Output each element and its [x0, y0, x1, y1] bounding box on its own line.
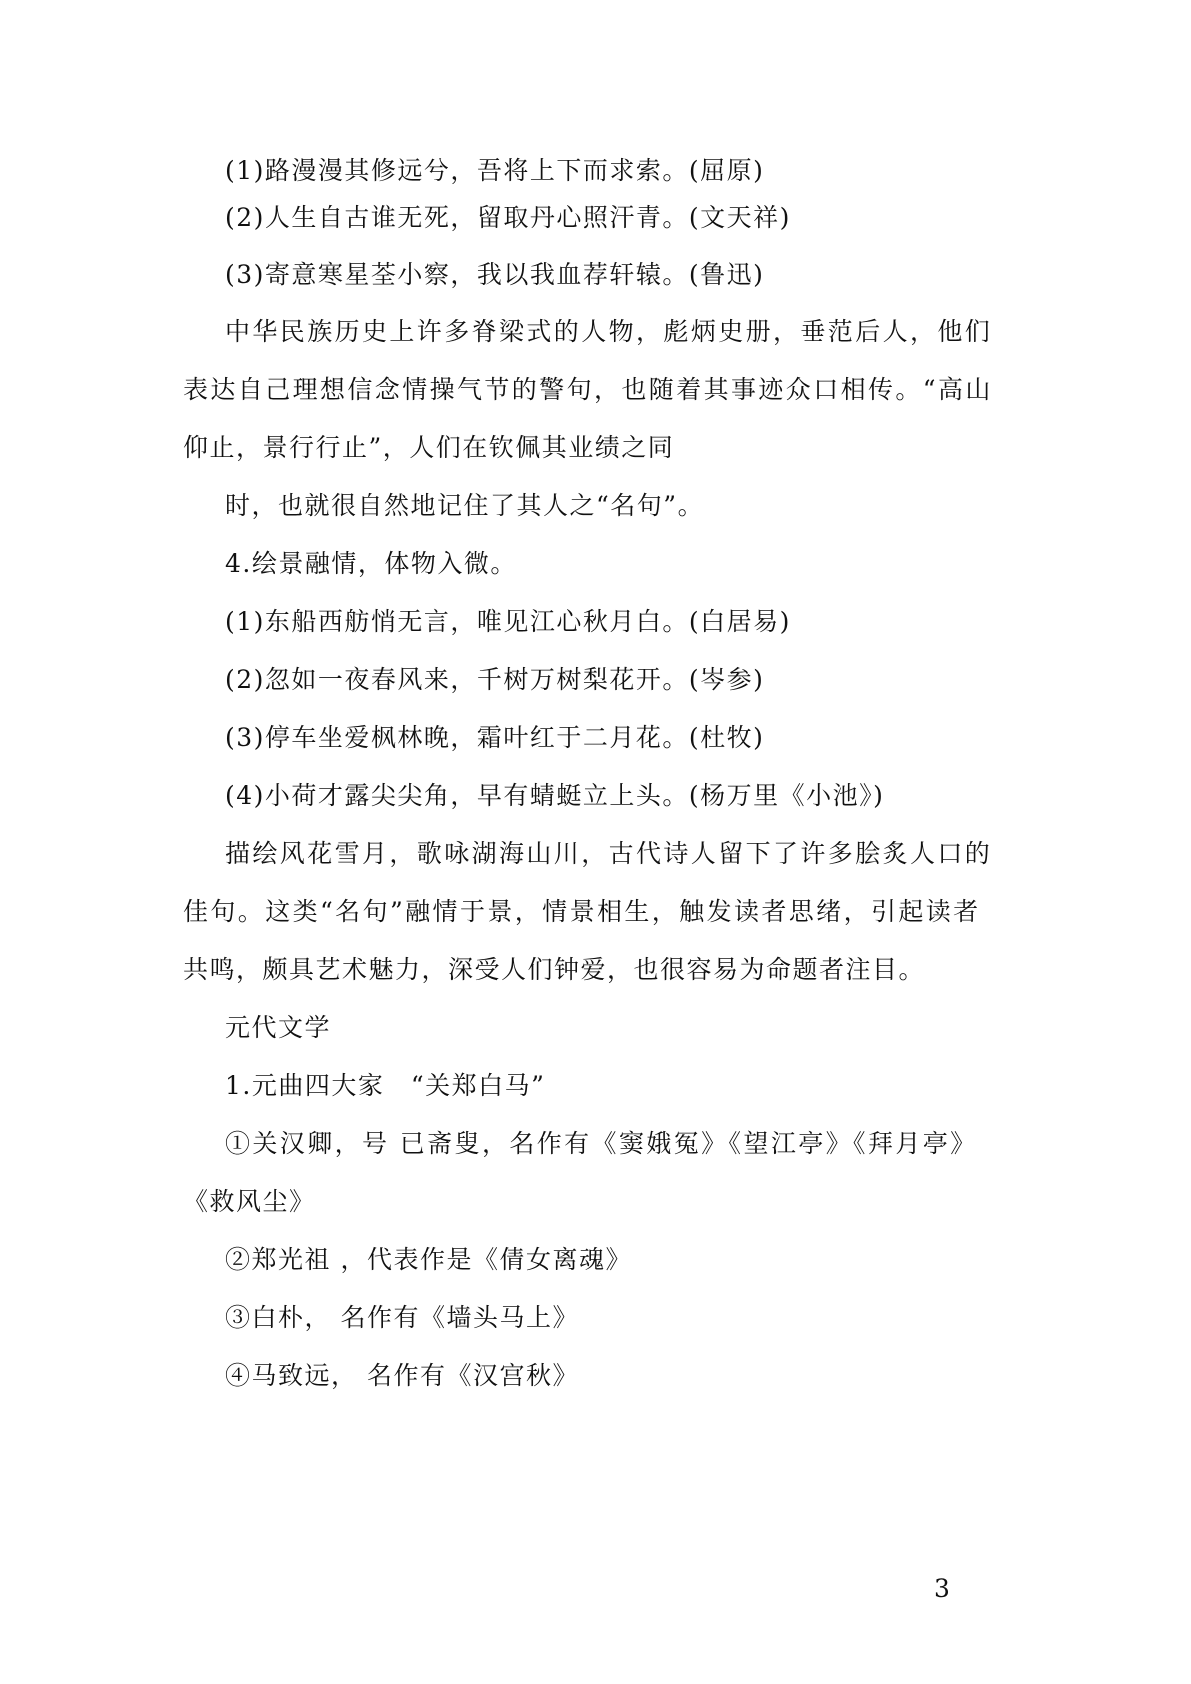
- text-line: 表达自己理想信念情操气节的警句，也随着其事迹众口相传。“高山: [183, 375, 993, 404]
- text-line: 1.元曲四大家 “关郑白马”: [225, 1071, 546, 1100]
- text-line: 仰止，景行行止”，人们在钦佩其业绩之同: [183, 433, 675, 462]
- text-line: (2)人生自古谁无死，留取丹心照汗青。(文天祥): [225, 203, 791, 232]
- page-number: 3: [934, 1574, 950, 1603]
- text-line: 中华民族历史上许多脊梁式的人物，彪炳史册，垂范后人，他们: [225, 317, 993, 346]
- text-line: 4.绘景融情，体物入微。: [225, 549, 517, 578]
- text-line: 时，也就很自然地记住了其人之“名句”。: [225, 491, 705, 520]
- text-line: (3)寄意寒星荃小察，我以我血荐轩辕。(鲁迅): [225, 260, 765, 289]
- text-line: 共鸣，颇具艺术魅力，深受人们钟爱，也很容易为命题者注目。: [183, 955, 926, 984]
- text-line: ③白朴， 名作有《墙头马上》: [225, 1303, 579, 1332]
- text-line: 描绘风花雪月，歌咏湖海山川，古代诗人留下了许多脍炙人口的: [225, 839, 993, 868]
- text-line: ②郑光祖 ，代表作是《倩女离魂》: [225, 1245, 632, 1274]
- text-line: ④马致远， 名作有《汉宫秋》: [225, 1361, 579, 1390]
- text-line: (1)路漫漫其修远兮，吾将上下而求索。(屈原): [225, 156, 765, 185]
- section-heading: 元代文学: [225, 1013, 332, 1042]
- text-line: (4)小荷才露尖尖角，早有蜻蜓立上头。(杨万里《小池》): [225, 781, 885, 810]
- text-line: (3)停车坐爱枫林晚，霜叶红于二月花。(杜牧): [225, 723, 765, 752]
- text-line: (2)忽如一夜春风来，千树万树梨花开。(岑参): [225, 665, 765, 694]
- text-line: (1)东船西舫悄无言，唯见江心秋月白。(白居易): [225, 607, 791, 636]
- text-line: 佳句。这类“名句”融情于景，情景相生，触发读者思绪，引起读者: [183, 897, 981, 926]
- text-line: ①关汉卿，号 已斋叟，名作有《窦娥冤》《望江亭》《拜月亭》: [225, 1129, 978, 1158]
- text-line: 《救风尘》: [183, 1187, 316, 1216]
